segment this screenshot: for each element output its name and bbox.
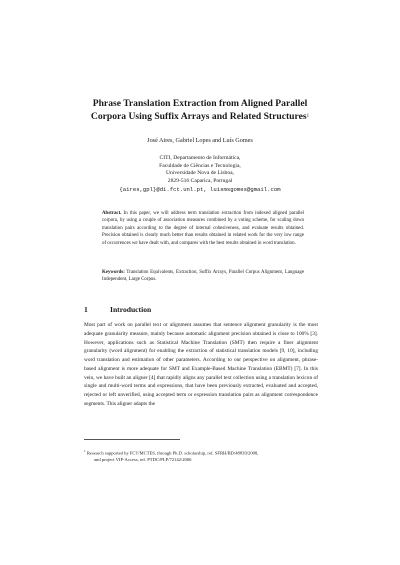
footnote-line-1: Research supported by FCT/MCTES, through Ph.D. scholarship, ref. SFRH/BD/48839/2008,: [86, 450, 259, 456]
footnote-divider: [84, 439, 180, 440]
authors: José Aires, Gabriel Lopes and Luís Gomes: [147, 137, 253, 144]
affiliation: [60, 155, 340, 194]
title-footnote-marker: 1: [306, 114, 310, 119]
abstract-text: In this paper, we will address term translation extraction from indexed aligned parallel corpora, by using a couple of association measures combined by a voting scheme, for scaling down translation pairs according to the degree of internal cohesiveness, and evaluate results obtained. Precision obtained is clearly much better than results obtained in related work for the very low range of occurrences we have dealt with, and compares with the best results obtained in word translation.: [102, 211, 304, 246]
abstract-label: Abstract.: [102, 211, 122, 216]
author-emails: {aires,gpl}@di.fct.unl.pt, luismsgomes@gmail.com: [119, 185, 281, 193]
footnote: [84, 448, 318, 464]
section-heading: [84, 305, 151, 314]
affiliation-line-2: Faculdade de Ciências e Tecnologia,: [159, 162, 241, 169]
section-number: 1: [84, 305, 88, 314]
introduction-paragraph: Most part of work on parallel text or alignment assumes that sentence alignment granularity is the most adequate granularity measure, mainly because automatic alignment precision obtained is close to 100% [3]. However, applications such as Statistical Machine Translation (SMT) then require a finer alignment granularity (word alignment) for enabling the extraction of statistical translation models [9, 10], including word translation and estimation of other parameters. According to our perspective on alignment, phrase-based alignment is more adequate for SMT and Example-Based Machine Translation (EBMT) [7]. In this vein, we have built an aligner [4] that rapidly aligns any parallel text collection using a translation lexicon of single and multi-word terms and expressions, that have been previously extracted, evaluated and accepted, rejected or left unverified, using accepted term or expression translation pairs as alignment correspondence segments. This aligner adapts the: [84, 322, 318, 407]
keywords-label: Keywords:: [102, 270, 125, 275]
keywords-text: Translation Equivalents, Extraction, Suffix Arrays, Parallel Corpus Alignment, Language Independent, Large Corpus.: [102, 270, 305, 283]
affiliation-line-4: 2829-516 Caparica, Portugal: [167, 178, 233, 185]
section-title: Introduction: [110, 305, 152, 314]
affiliation-line-3: Universidade Nova de Lisboa,: [165, 170, 235, 177]
affiliation-line-1: CITI, Departamento de Informática,: [159, 155, 241, 161]
footnote-marker: 1: [84, 449, 86, 453]
abstract: [102, 210, 304, 247]
keywords: [102, 269, 304, 284]
footnote-line-2: and project VIP-Access, ref. PTDC/PLP/72142/2006: [94, 457, 192, 463]
title-line-2: Corpora Using Suffix Arrays and Related Structures: [90, 111, 307, 122]
title-line-1: Phrase Translation Extraction from Aligned Parallel: [92, 98, 308, 109]
paper-title: [60, 97, 340, 123]
